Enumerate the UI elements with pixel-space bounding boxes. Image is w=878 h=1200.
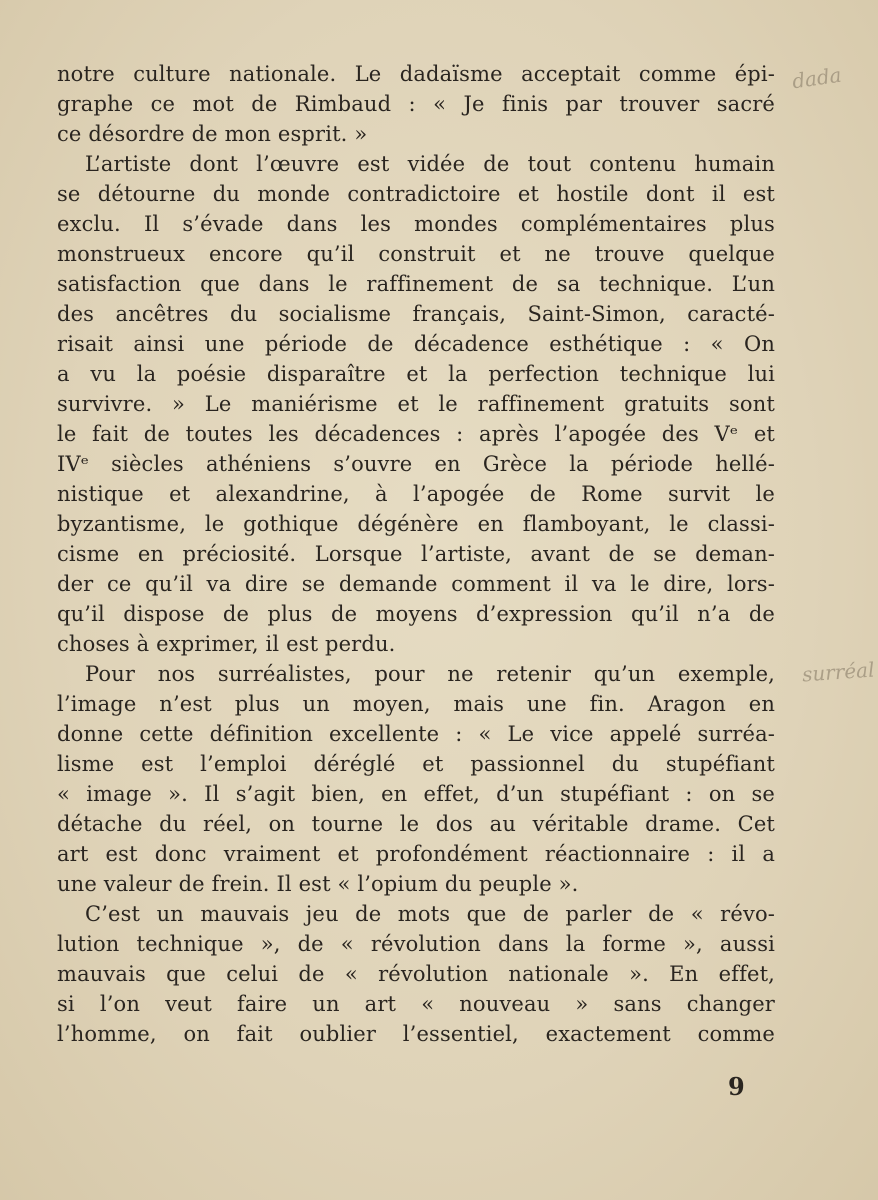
text-line: survivre. » Le maniérisme et le raffinement gratuits sont xyxy=(57,392,775,416)
text-line: notre culture nationale. Le dadaïsme acceptait comme épi- xyxy=(57,62,775,86)
text-line: satisfaction que dans le raffinement de sa technique. L’un xyxy=(57,272,775,296)
paragraph xyxy=(57,659,775,899)
text-line: si l’on veut faire un art « nouveau » sans changer xyxy=(57,992,775,1016)
text-line: byzantisme, le gothique dégénère en flamboyant, le classi- xyxy=(57,512,775,536)
text-line: L’artiste dont l’œuvre est vidée de tout contenu humain xyxy=(85,152,775,176)
text-line: donne cette définition excellente : « Le vice appelé surréa- xyxy=(57,722,775,746)
page-number: 9 xyxy=(728,1072,745,1101)
text-line: nistique et alexandrine, à l’apogée de Rome survit le xyxy=(57,482,775,506)
text-line: art est donc vraiment et profondément réactionnaire : il a xyxy=(57,842,775,866)
text-line: l’homme, on fait oublier l’essentiel, exactement comme xyxy=(57,1022,775,1046)
text-line: mauvais que celui de « révolution nationale ». En effet, xyxy=(57,962,775,986)
text-line: se détourne du monde contradictoire et hostile dont il est xyxy=(57,182,775,206)
text-line: choses à exprimer, il est perdu. xyxy=(57,632,396,656)
text-line: une valeur de frein. Il est « l’opium du peuple ». xyxy=(57,872,579,896)
text-line: des ancêtres du socialisme français, Saint-Simon, caracté- xyxy=(57,302,775,326)
text-line: monstrueux encore qu’il construit et ne trouve quelque xyxy=(57,242,775,266)
text-line: der ce qu’il va dire se demande comment il va le dire, lors- xyxy=(57,572,775,596)
text-line: ce désordre de mon esprit. » xyxy=(57,122,368,146)
text-line: lution technique », de « révolution dans la forme », aussi xyxy=(57,932,775,956)
paragraph xyxy=(57,149,775,659)
body-text xyxy=(57,59,775,1049)
text-line: graphe ce mot de Rimbaud : « Je finis par trouver sacré xyxy=(57,92,775,116)
text-line: exclu. Il s’évade dans les mondes complémentaires plus xyxy=(57,212,775,236)
text-line: lisme est l’emploi déréglé et passionnel du stupéfiant xyxy=(57,752,775,776)
text-line: le fait de toutes les décadences : après l’apogée des Vᵉ et xyxy=(57,422,775,446)
text-line: l’image n’est plus un moyen, mais une fin. Aragon en xyxy=(57,692,775,716)
text-line: qu’il dispose de plus de moyens d’expression qu’il n’a de xyxy=(57,602,775,626)
margin-annotation-surreal: surréal xyxy=(801,657,876,687)
text-line: C’est un mauvais jeu de mots que de parler de « révo- xyxy=(85,902,775,926)
text-line: IVᵉ siècles athéniens s’ouvre en Grèce la période hellé- xyxy=(57,452,775,476)
text-line: « image ». Il s’agit bien, en effet, d’un stupéfiant : on se xyxy=(57,782,775,806)
text-line: Pour nos surréalistes, pour ne retenir qu’un exemple, xyxy=(85,662,775,686)
margin-annotation-dada: dada xyxy=(790,62,843,94)
text-line: a vu la poésie disparaître et la perfection technique lui xyxy=(57,362,775,386)
text-line: détache du réel, on tourne le dos au véritable drame. Cet xyxy=(57,812,775,836)
text-line: risait ainsi une période de décadence esthétique : « On xyxy=(57,332,775,356)
paragraph xyxy=(57,899,775,1049)
paragraph xyxy=(57,59,775,149)
text-line: cisme en préciosité. Lorsque l’artiste, avant de se deman- xyxy=(57,542,775,566)
